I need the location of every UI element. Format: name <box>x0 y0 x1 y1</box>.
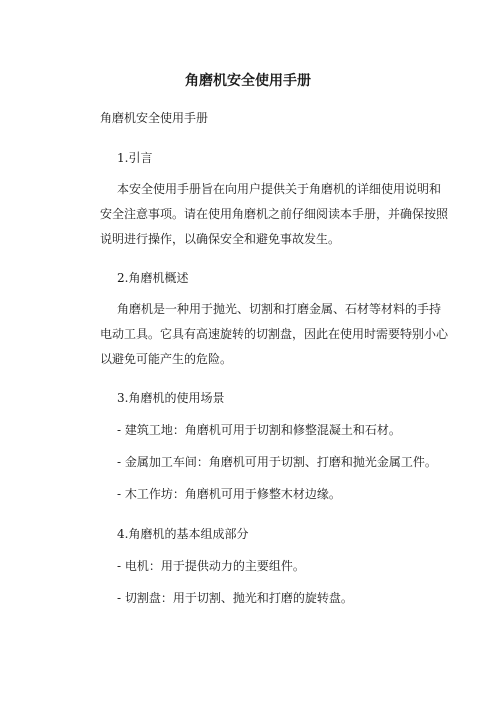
section-heading: 1.引言 <box>117 151 153 165</box>
section-heading: 3.角磨机的使用场景 <box>117 391 225 405</box>
list-item: - 建筑工地：角磨机可用于切割和修整混凝土和石材。 <box>117 423 401 437</box>
paragraph-line: 电动工具。它具有高速旋转的切割盘，因此在使用时需要特别小心 <box>100 327 449 341</box>
list-item: - 金属加工车间：角磨机可用于切割、打磨和抛光金属工件。 <box>117 455 437 469</box>
paragraph-line: 说明进行操作，以确保安全和避免事故发生。 <box>100 232 341 246</box>
paragraph-line: 角磨机是一种用于抛光、切割和打磨金属、石材等材料的手持 <box>117 302 442 316</box>
document-title: 角磨机安全使用手册 <box>185 73 311 89</box>
paragraph-line: 以避免可能产生的危险。 <box>100 352 233 366</box>
list-item: - 切割盘：用于切割、抛光和打磨的旋转盘。 <box>117 591 353 605</box>
document-subtitle: 角磨机安全使用手册 <box>100 111 209 125</box>
list-item: - 电机：用于提供动力的主要组件。 <box>117 559 305 573</box>
paragraph-line: 安全注意事项。请在使用角磨机之前仔细阅读本手册，并确保按照 <box>100 207 449 221</box>
list-item: - 木工作坊：角磨机可用于修整木材边缘。 <box>117 487 341 501</box>
section-heading: 2.角磨机概述 <box>117 271 189 285</box>
paragraph-line: 本安全使用手册旨在向用户提供关于角磨机的详细使用说明和 <box>117 182 442 196</box>
section-heading: 4.角磨机的基本组成部分 <box>117 527 249 541</box>
